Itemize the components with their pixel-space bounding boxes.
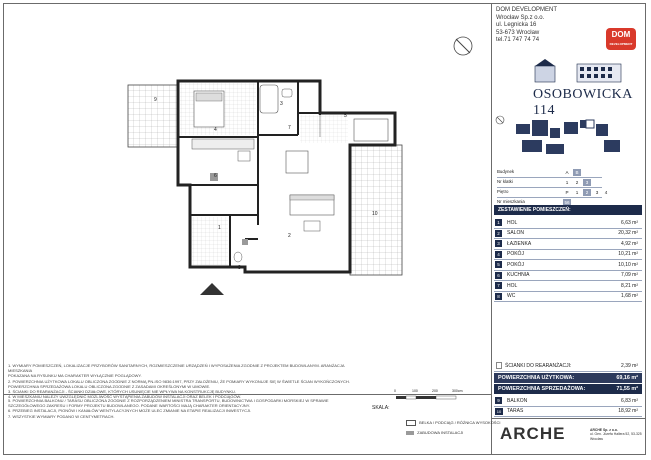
room-name: WC	[507, 293, 516, 299]
room-number: 7	[495, 282, 502, 289]
sales-area-label: POWIERZCHNIA SPRZEDAŻOWA:	[498, 386, 586, 392]
room-number: 3	[495, 240, 502, 247]
room-name: SALON	[507, 230, 524, 236]
room-name: BALKON	[507, 397, 528, 404]
plan-label-9: 9	[154, 97, 157, 103]
param-cell-selected: 3	[583, 179, 591, 186]
room-area: 8,21 m²	[621, 282, 638, 289]
room-name: ŁAZIENKA	[507, 240, 532, 247]
architect-address	[590, 428, 642, 441]
room-area: 6,83 m²	[621, 397, 638, 404]
note-line: 4. W MIESZKANIU NALEŻY UWZGLĘDNIĆ MOŻLIWOŚĆ WYSTĄPIENIA ZABUDÓW INSTALACJI ORAZ BELEK I PODCIĄGÓW.	[8, 394, 242, 400]
terrace-area	[350, 145, 402, 275]
legend	[406, 420, 500, 435]
toilet	[234, 252, 242, 262]
param-cell: 1	[575, 190, 579, 195]
project-title: OSOBOWICKA 114	[533, 87, 633, 118]
room-number: 5	[495, 261, 502, 268]
floor-plan	[110, 25, 410, 295]
sales-area-value: 71,55 m²	[616, 386, 638, 392]
developer-city: 53-673 Wrocław	[496, 29, 540, 36]
param-cell: 1	[565, 180, 569, 185]
room-name: TARAS	[507, 408, 524, 414]
dining-table	[286, 151, 308, 173]
plan-label-2: 2	[288, 233, 291, 239]
legend-swatch	[406, 420, 416, 426]
site-key-plan	[494, 110, 644, 165]
scale-tick: 200	[432, 389, 438, 393]
room-name: POKÓJ	[507, 251, 524, 257]
logo-divider	[491, 418, 646, 419]
param-cell-selected: 56	[564, 200, 570, 205]
rearrangement-area: 2,39 m²	[621, 363, 638, 369]
plan-label-10: 10	[372, 211, 378, 217]
room-area: 20,32 m²	[618, 230, 638, 236]
note-line: POKAZANA NA RYSUNKU MA CHARAKTER WYŁĄCZNIE POGLĄDOWY.	[8, 373, 142, 379]
scale-tick: 0	[394, 389, 396, 393]
room-row	[494, 229, 642, 240]
param-label: Budynek	[497, 169, 515, 174]
rearrangement-row	[494, 361, 642, 372]
rooms-list	[494, 218, 642, 302]
bathtub	[260, 85, 278, 113]
scale-tick: 300cm	[452, 389, 463, 393]
outdoor-row	[494, 396, 642, 407]
plan-label-5: 5	[344, 113, 347, 119]
param-cell: 2	[575, 180, 579, 185]
rearrangement-label: ŚCIANKI DO REARANŻACJI:	[505, 363, 572, 369]
room-area: 10,10 m²	[618, 261, 638, 268]
balcony-area	[128, 85, 178, 147]
room-name: HOL	[507, 219, 518, 226]
note-line: 6. PRZEBIEG INSTALACJI, PIONÓW I KANAŁÓW WENTYLACYJNYCH MOŻE ULEC ZMIANIE NA ETAPIE REALIZACJI INWESTYCJI.	[8, 408, 252, 414]
kitchen-counter	[192, 139, 254, 149]
building-illustration	[533, 58, 623, 84]
notes-top	[8, 363, 368, 399]
notes-bottom	[8, 398, 408, 419]
param-cell-selected: B	[573, 169, 581, 176]
room-area: 6,63 m²	[621, 219, 638, 226]
param-cell-selected: 2	[583, 189, 591, 196]
room-number: 10	[496, 408, 502, 414]
note-line: 3. ŚCIANKI DO REARANŻACJI - ŚCIANKI DZIAŁOWE, KTÓRYCH USUNIĘCIE NIE WPŁYWA NA KONSTRUKCJĘ BUDYNKU.	[8, 389, 237, 395]
room-number: 8	[495, 293, 502, 300]
param-cell: 3	[595, 190, 599, 195]
room-area: 7,09 m²	[621, 272, 638, 278]
param-label: Nr klatki	[497, 179, 513, 184]
room-row	[494, 271, 642, 282]
note-line: 7. WSZYSTKIE WYMIARY PODANO W CENTYMETRACH.	[8, 413, 115, 419]
usable-area-row	[494, 373, 642, 383]
room-number: 6	[495, 272, 502, 279]
bed-room5	[354, 119, 388, 141]
developer-name: DOM DEVELOPMENT	[496, 7, 558, 13]
param-label: Nr mieszkania	[497, 199, 525, 204]
usable-area-label: POWIERZCHNIA UŻYTKOWA:	[498, 375, 575, 381]
param-row-building	[497, 168, 602, 178]
rooms-header: ZESTAWIENIE POMIESZCZEŃ:	[494, 205, 642, 215]
outdoor-row	[494, 407, 642, 418]
sheet-divider	[491, 3, 492, 455]
room-area: 1,68 m²	[621, 293, 638, 299]
room-name: KUCHNIA	[507, 272, 530, 278]
param-cell: A	[565, 170, 569, 175]
dom-logo-text: DOM	[611, 30, 631, 39]
plan-label-6: 6	[214, 173, 217, 179]
legend-text: ZABUDOWA INSTALACJI	[417, 430, 464, 435]
plan-label-4: 4	[214, 127, 217, 133]
usable-area-value: 69,16 m²	[616, 375, 638, 381]
dom-logo-sub: DEVELOPMENT	[609, 42, 633, 46]
room-row	[494, 281, 642, 292]
architect-logo-text: ARCHE	[500, 424, 566, 443]
wall-icon	[496, 362, 502, 369]
room-row	[494, 292, 642, 303]
entrance-arrow	[200, 283, 224, 295]
architect-street: ul. Gen. Józefa Hallera 52, 53-325 Wrocław	[590, 432, 642, 441]
developer-info	[496, 7, 557, 45]
note-line: 5. POWIERZCHNIA BALKONU / TARASU OBLICZONA ZGODNIE Z ROZPORZĄDZENIEM MINISTRA TRANSPORTU, BUDOWNICTWA I GOSPODARKI MORSKIEJ W SPRAWIE	[8, 398, 329, 403]
note-line: 1. WYMIARY POMIESZCZEŃ, LOKALIZACJE PRZYBORÓW SANITARNYCH, ROZMIESZCZENIE URZĄDZEŃ I WYPOSAŻENIA ZGODNIE Z PROJEKTEM BUDOWLANYM. ARANŻACJA MIESZKANIA	[8, 363, 345, 374]
legend-text: BELKA / PODCIĄG / RÓŻNICA WYSOKOŚCI	[419, 420, 501, 426]
developer-company: Wrocław Sp.z o.o.	[496, 14, 545, 21]
param-label: Piętro	[497, 189, 509, 194]
room-name: HOL	[507, 282, 518, 289]
plan-label-3: 3	[280, 101, 283, 107]
room-area: 10,21 m²	[618, 251, 638, 257]
scale-graphic	[396, 392, 486, 406]
param-cell: P	[565, 190, 569, 195]
sales-area-row	[494, 384, 642, 394]
developer-phone: tel.71 747 74 74	[496, 37, 540, 44]
note-line: 2. POWIERZCHNIA UŻYTKOWA LOKALU OBLICZONA ZGODNIE Z NORMĄ PN-ISO 9836:1997, PRZY ZAŁOŻENIU, ŻE POMIARY WYKONUJE SIĘ W ŚWIETLE ŚCIAN WYKOŃCZONYCH.	[8, 378, 350, 384]
room-number: 9	[495, 397, 502, 404]
room-area: 4,92 m²	[621, 240, 638, 247]
param-row-stairwell	[497, 178, 602, 188]
note-line: POWIERZCHNIA SPRZEDAŻOWA LOKALU OBLICZONA ZGODNIE Z ZASADAMI OKREŚLONYMI W UMOWIE.	[8, 383, 211, 389]
legend-item	[406, 430, 500, 435]
unit-params	[497, 168, 608, 208]
param-row-floor	[497, 188, 608, 198]
room-number: 4	[495, 251, 502, 258]
architect-logo	[500, 424, 565, 444]
room-row	[494, 260, 642, 271]
scale-label: SKALA:	[372, 405, 390, 411]
outdoor-list	[494, 396, 642, 417]
room-row	[494, 250, 642, 261]
scale-tick: 100	[412, 389, 418, 393]
washbasin	[282, 89, 292, 97]
room-number: 2	[495, 230, 502, 237]
room-number: 1	[495, 219, 502, 226]
legend-swatch	[406, 431, 414, 435]
plan-label-1: 1	[218, 225, 221, 231]
note-line: SZCZEGÓŁOWEGO ZAKRESU I FORMY PROJEKTU BUDOWLANEGO. PODANE WARTOŚCI MAJĄ CHARAKTER ORIENTACYJNY.	[8, 403, 250, 409]
room-name: POKÓJ	[507, 261, 524, 268]
plan-label-7: 7	[288, 125, 291, 131]
dom-logo	[606, 28, 636, 50]
architect-company: ARCHE Sp. z o.o.	[590, 428, 618, 432]
plan-label-8: 8	[238, 265, 241, 271]
param-cell: 4	[604, 190, 608, 195]
room-row	[494, 218, 642, 229]
room-area: 18,92 m²	[618, 408, 638, 414]
developer-street: ul. Legnicka 16	[496, 22, 537, 29]
north-arrow-icon	[452, 35, 474, 57]
legend-item	[406, 420, 500, 426]
room-row	[494, 239, 642, 250]
